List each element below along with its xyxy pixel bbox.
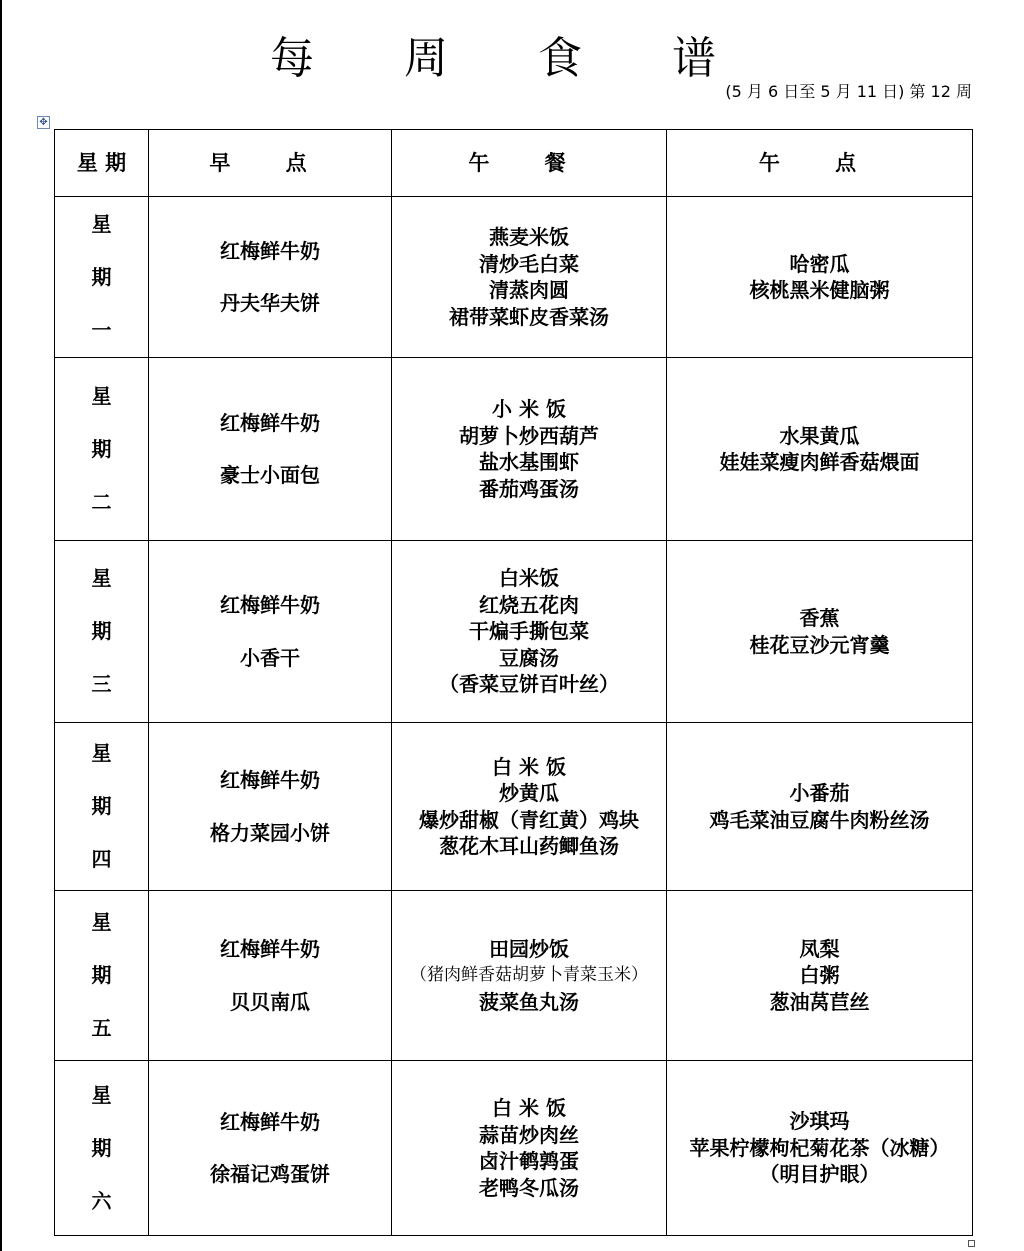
day-cell: 星 期 六 [55,1061,149,1236]
breakfast-cell: 红梅鲜牛奶 格力菜园小饼 [149,723,392,891]
lunch-cell: 白 米 饭 炒黄瓜 爆炒甜椒（青红黄）鸡块 葱花木耳山药鲫鱼汤 [392,723,667,891]
menu-table [54,129,973,1236]
table-row [55,723,973,891]
table-row [55,1061,973,1236]
header-breakfast: 早 点 [149,130,392,197]
header-snack: 午 点 [667,130,973,197]
breakfast-cell: 红梅鲜牛奶 丹夫华夫饼 [149,197,392,358]
snack-cell: 水果黄瓜 娃娃菜瘦肉鲜香菇煨面 [667,358,973,541]
day-cell: 星 期 二 [55,358,149,541]
header-row [55,130,973,197]
header-day: 星 期 [55,130,149,197]
date-range: (5 月 6 日至 5 月 11 日) 第 12 周 [725,82,972,101]
snack-cell: 凤梨 白粥 葱油莴苣丝 [667,891,973,1061]
breakfast-cell: 红梅鲜牛奶 贝贝南瓜 [149,891,392,1061]
snack-cell: 香蕉 桂花豆沙元宵羹 [667,541,973,723]
lunch-cell: 燕麦米饭 清炒毛白菜 清蒸肉圆 裙带菜虾皮香菜汤 [392,197,667,358]
lunch-cell: 白 米 饭 蒜苗炒肉丝 卤汁鹌鹑蛋 老鸭冬瓜汤 [392,1061,667,1236]
table-resize-handle[interactable] [968,1240,975,1247]
table-row [55,197,973,358]
table-row [55,358,973,541]
lunch-cell: 白米饭 红烧五花肉 干煸手撕包菜 豆腐汤 （香菜豆饼百叶丝） [392,541,667,723]
lunch-cell: 小 米 饭 胡萝卜炒西葫芦 盐水基围虾 番茄鸡蛋汤 [392,358,667,541]
breakfast-cell: 红梅鲜牛奶 徐福记鸡蛋饼 [149,1061,392,1236]
day-cell: 星 期 一 [55,197,149,358]
page-title: 每 周 食 谱 [270,33,754,84]
breakfast-cell: 红梅鲜牛奶 小香干 [149,541,392,723]
table-row [55,891,973,1061]
day-cell: 星 期 四 [55,723,149,891]
table-move-handle-icon[interactable]: ✥ [37,116,50,129]
day-cell: 星 期 五 [55,891,149,1061]
breakfast-cell: 红梅鲜牛奶 豪士小面包 [149,358,392,541]
table-row [55,541,973,723]
snack-cell: 哈密瓜 核桃黑米健脑粥 [667,197,973,358]
lunch-cell: 田园炒饭 （猪肉鲜香菇胡萝卜青菜玉米） 菠菜鱼丸汤 [392,891,667,1061]
page-edge [0,0,2,1251]
snack-cell: 沙琪玛 苹果柠檬枸杞菊花茶（冰糖） （明目护眼） [667,1061,973,1236]
snack-cell: 小番茄 鸡毛菜油豆腐牛肉粉丝汤 [667,723,973,891]
header-lunch: 午 餐 [392,130,667,197]
day-cell: 星 期 三 [55,541,149,723]
